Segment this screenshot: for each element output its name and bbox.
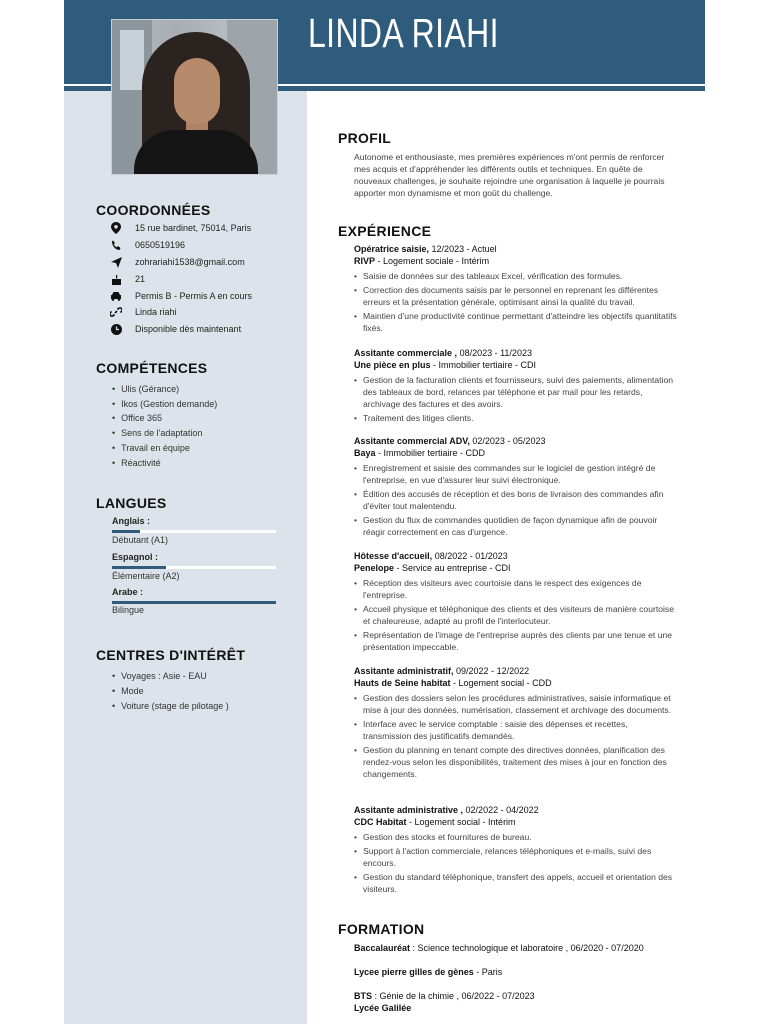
job-company: RIVP - Logement sociale - Intérim [354, 256, 490, 266]
list-item: • Traitement des litiges clients. [354, 412, 678, 424]
job-company: Une pièce en plus - Immobilier tertiaire - CDI [354, 360, 537, 370]
list-item: • Gestion des stocks et fournitures de bureau. [354, 831, 678, 843]
list-item: • Gestion de la facturation clients et fournisseurs, suivi des paiements, alimentation des tableaux de bord, relances par téléphone et par mail pour les retards, archivage des factures et des avoirs. [354, 374, 678, 410]
list-item: • Correction des documents saisis par le personnel en reprenant les différentes erreurs et la présentation générale, optimisant ainsi la qualité du travail. [354, 284, 678, 308]
job-title: Assitante administrative , 02/2022 - 04/2022 [354, 805, 539, 815]
clock-icon [109, 322, 123, 336]
education-school: Lycée Galilée [354, 1003, 412, 1013]
profile-photo [111, 19, 278, 175]
list-item: • Gestion des dossiers selon les procédures administratives, saisie informatique et mise à jour des données, numérisation, classement et archivage des documents. [354, 692, 678, 716]
competences-title: COMPÉTENCES [96, 360, 208, 376]
coord-license: Permis B - Permis A en cours [109, 289, 123, 303]
interest-item: • Voiture (stage de pilotage ) [112, 701, 229, 711]
list-item: • Gestion du flux de commandes quotidien de façon dynamique afin de pouvoir réagir correctement en cas d'urgence. [354, 514, 678, 538]
coordonnees-title: COORDONNÉES [96, 202, 211, 218]
language-level-fill [112, 566, 166, 569]
interest-item: • Voyages : Asie - EAU [112, 671, 207, 681]
job-title: Assitante administratif, 09/2022 - 12/2022 [354, 666, 530, 676]
skill-item: • Ikos (Gestion demande) [112, 399, 217, 409]
list-item: • Réception des visiteurs avec courtoisie dans le respect des exigences de l'entreprise. [354, 577, 678, 601]
job-company: Baya - Immobilier tertiaire - CDD [354, 448, 486, 458]
language-name: Anglais : [112, 516, 151, 526]
formation-title: FORMATION [338, 921, 425, 937]
cake-icon [109, 272, 123, 286]
job-title: Opératrice saisie, 12/2023 - Actuel [354, 244, 497, 254]
language-level: Élémentaire (A2) [112, 571, 180, 581]
candidate-name: LINDA RIAHI [308, 10, 499, 56]
education-school: Lycee pierre gilles de gènes - Paris [354, 967, 503, 977]
job-title: Hôtesse d'accueil, 08/2022 - 01/2023 [354, 551, 508, 561]
coord-email: zohrariahi1538@gmail.com [109, 255, 123, 269]
job-bullets [354, 374, 678, 426]
job-company: CDC Habitat - Logement social - Intérim [354, 817, 516, 827]
coord-address: 15 rue bardinet, 75014, Paris [109, 221, 123, 235]
job-bullets [354, 462, 678, 540]
job-bullets [354, 692, 678, 782]
list-item: • Édition des accusés de réception et des bons de livraison des commandes afin d'éviter tout malentendu. [354, 488, 678, 512]
send-icon [109, 255, 123, 269]
list-item: • Interface avec le service comptable : saisie des dépenses et recettes, transmission des justificatifs demandés. [354, 718, 678, 742]
language-level-fill [112, 530, 140, 533]
job-bullets [354, 831, 678, 897]
skill-item: • Sens de l'adaptation [112, 428, 202, 438]
job-company: Hauts de Seine habitat - Logement social - CDD [354, 678, 552, 688]
skill-item: • Réactivité [112, 458, 161, 468]
language-level-bar [112, 566, 276, 569]
langues-title: LANGUES [96, 495, 167, 511]
skill-item: • Travail en équipe [112, 443, 190, 453]
list-item: • Gestion du planning en tenant compte des directives données, planification des rendez-vous selon les disponibilités, traitement des mises à jour en fonction des changements. [354, 744, 678, 780]
coord-linkedin: Linda riahi [109, 305, 123, 319]
list-item: • Représentation de l'image de l'entreprise auprès des clients par une tenue et une présentation impeccable. [354, 629, 678, 653]
profil-title: PROFIL [338, 130, 392, 146]
coord-age: 21 [109, 272, 123, 286]
education-degree: BTS : Génie de la chimie , 06/2022 - 07/2023 [354, 991, 535, 1001]
list-item: • Saisie de données sur des tableaux Excel, vérification des formules. [354, 270, 678, 282]
list-item: • Gestion du standard téléphonique, transfert des appels, accueil et orientation des visiteurs. [354, 871, 678, 895]
list-item: • Enregistrement et saisie des commandes sur le logiciel de gestion intégré de l'entreprise, en vue d'assurer leur suivi électronique. [354, 462, 678, 486]
job-title: Assitante commercial ADV, 02/2023 - 05/2023 [354, 436, 546, 446]
language-level: Bilingue [112, 605, 145, 615]
coord-availability: Disponible dès maintenant [109, 322, 123, 336]
profil-text: Autonome et enthousiaste, mes premières expériences m'ont permis de renforcer mes acquis et d'appréhender les différents outils et techniques. En quête de nouveaux challenges, je souhaite rejoindre une organisation à laquelle je pourrais apporter mon dynamisme et mon goût du challenge. [354, 152, 665, 198]
link-icon [109, 305, 123, 319]
job-bullets [354, 270, 678, 336]
resume-page [64, 0, 705, 1024]
job-company: Penelope - Service au entreprise - CDI [354, 563, 511, 573]
language-level-bar [112, 530, 276, 533]
experience-title: EXPÉRIENCE [338, 223, 432, 239]
main-column [307, 97, 705, 1024]
interest-item: • Mode [112, 686, 144, 696]
location-pin-icon [109, 221, 123, 235]
skill-item: • Ulis (Gérance) [112, 384, 179, 394]
job-bullets [354, 577, 678, 655]
list-item: • Accueil physique et téléphonique des clients et des visiteurs de manière courtoise et chaleureuse, adapté au profil de l'interlocuteur. [354, 603, 678, 627]
language-name: Arabe : [112, 587, 144, 597]
language-level-fill [112, 601, 276, 604]
language-level: Débutant (A1) [112, 535, 169, 545]
language-name: Espagnol : [112, 552, 159, 562]
education-degree: Baccalauréat : Science technologique et laboratoire , 06/2020 - 07/2020 [354, 943, 644, 953]
list-item: • Maintien d'une productivité continue permettant d'atteindre les objectifs quantitatifs fixés. [354, 310, 678, 334]
skill-item: • Office 365 [112, 413, 162, 423]
language-level-bar [112, 601, 276, 604]
interets-title: CENTRES D'INTÉRÊT [96, 647, 246, 663]
phone-icon [109, 238, 123, 252]
car-icon [109, 289, 123, 303]
job-title: Assitante commerciale , 08/2023 - 11/2023 [354, 348, 532, 358]
coord-phone: 0650519196 [109, 238, 123, 252]
list-item: • Support à l'action commerciale, relances téléphoniques et e-mails, suivi des encours. [354, 845, 678, 869]
